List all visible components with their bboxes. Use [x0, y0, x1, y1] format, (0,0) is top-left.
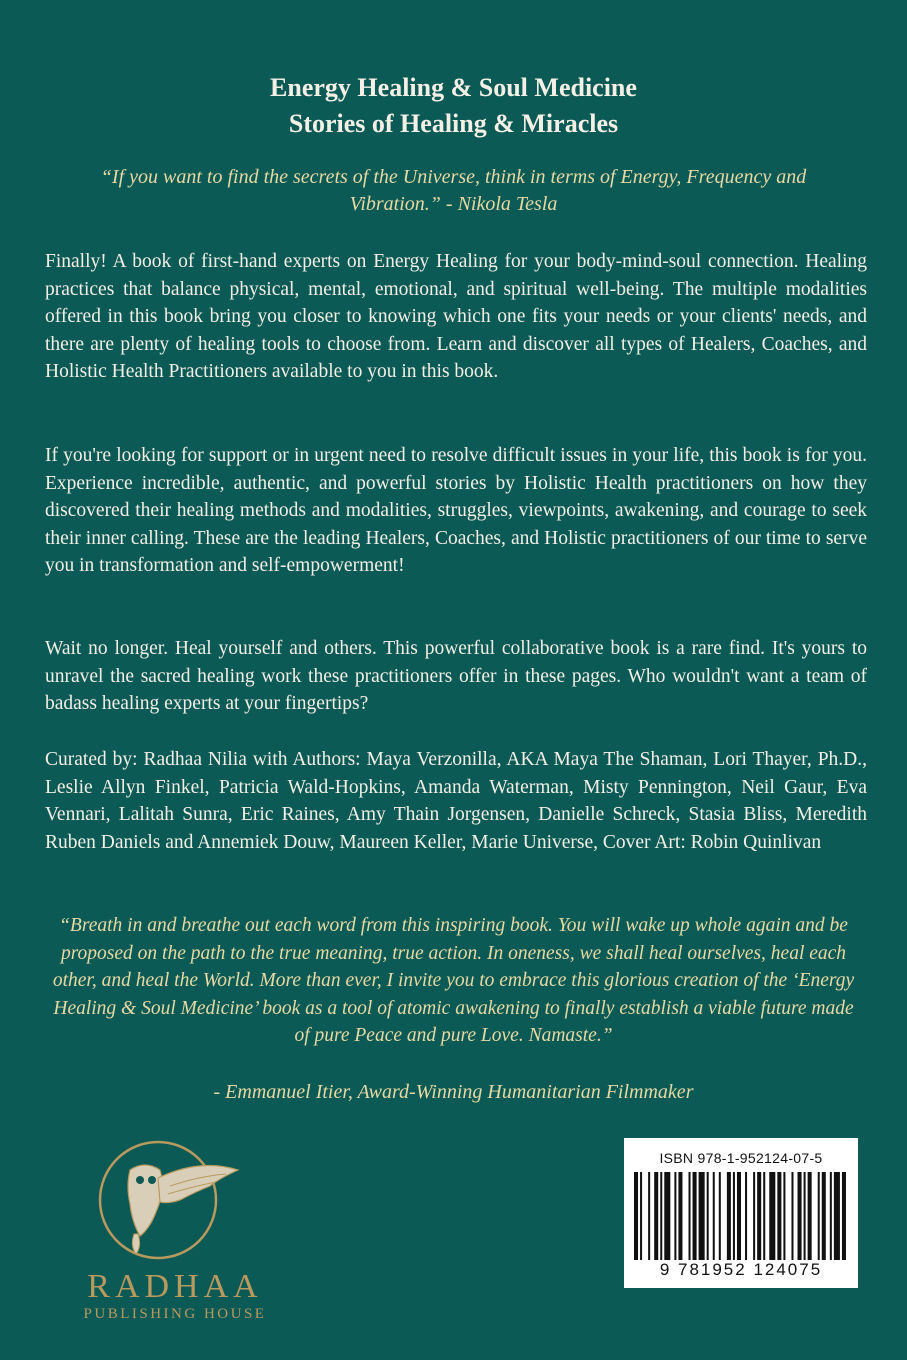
description-paragraph-3: Wait no longer. Heal yourself and others. This powerful collaborative book is a rare find. It's yours to unravel the sacred healing work these practitioners offer in these pages. Who wouldn't want a team of badass healing experts at your fingertips?	[45, 638, 867, 714]
isbn-barcode-box	[624, 1138, 858, 1288]
heading-line-1: Energy Healing & Soul Medicine	[270, 73, 637, 102]
barcode-icon	[634, 1172, 848, 1260]
barcode-number: 9 781952 124075	[659, 1260, 823, 1279]
endorsement-attribution: - Emmanuel Itier, Award-Winning Humanitarian Filmmaker	[213, 1081, 694, 1103]
heading-line-2: Stories of Healing & Miracles	[288, 109, 619, 138]
isbn-label: ISBN 978-1-952124-07-5	[659, 1150, 823, 1166]
endorsement-quote: “Breath in and breathe out each word from this inspiring book. You will wake up whole again and be proposed on the path to the true meaning, true action. In oneness, we shall heal ourselves, heal each other, and heal the World. More than ever, I invite you to embrace this glorious creation of the ‘Energy Healing & Soul Medicine’ book as a tool of atomic awakening to finally establish a viable future made of pure Peace and pure Love. Namaste.”	[52, 915, 855, 1046]
publisher-name: RADHAA	[87, 1268, 263, 1305]
description-paragraph-1: Finally! A book of first-hand experts on Energy Healing for your body-mind-soul connection. Healing practices that balance physical, mental, emotional, and spiritual well-being. The multiple modalities offered in this book bring you closer to knowing which one fits your needs or your clients' needs, and there are plenty of healing tools to choose from. Learn and discover all types of Healers, Coaches, and Holistic Health Practitioners available to you in this book.	[45, 251, 867, 382]
authors-paragraph: Curated by: Radhaa Nilia with Authors: Maya Verzonilla, AKA Maya The Shaman, Lori Thayer, Ph.D., Leslie Allyn Finkel, Patricia Wald-Hopkins, Amanda Waterman, Misty Pennington, Neil Gaur, Eva Vennari, Lalitah Sunra, Eric Raines, Amy Thain Jorgensen, Danielle Schreck, Stasia Bliss, Meredith Ruben Daniels and Annemiek Douw, Maureen Keller, Marie Universe, Cover Art: Robin Quinlivan	[45, 749, 867, 853]
description-paragraph-2: If you're looking for support or in urgent need to resolve difficult issues in your life, this book is for you. Experience incredible, authentic, and powerful stories by Holistic Health practitioners on how they discovered their healing methods and modalities, struggles, viewpoints, awakening, and courage to seek their inner calling. These are the leading Healers, Coaches, and Holistic practitioners of our time to serve you in transformation and self-empowerment!	[45, 445, 867, 576]
tesla-quote: “If you want to find the secrets of the Universe, think in terms of Energy, Frequency and Vibration.” - Nikola Tesla	[100, 166, 807, 215]
cover-heading	[0, 70, 907, 142]
publisher-subtitle: PUBLISHING HOUSE	[83, 1306, 267, 1322]
